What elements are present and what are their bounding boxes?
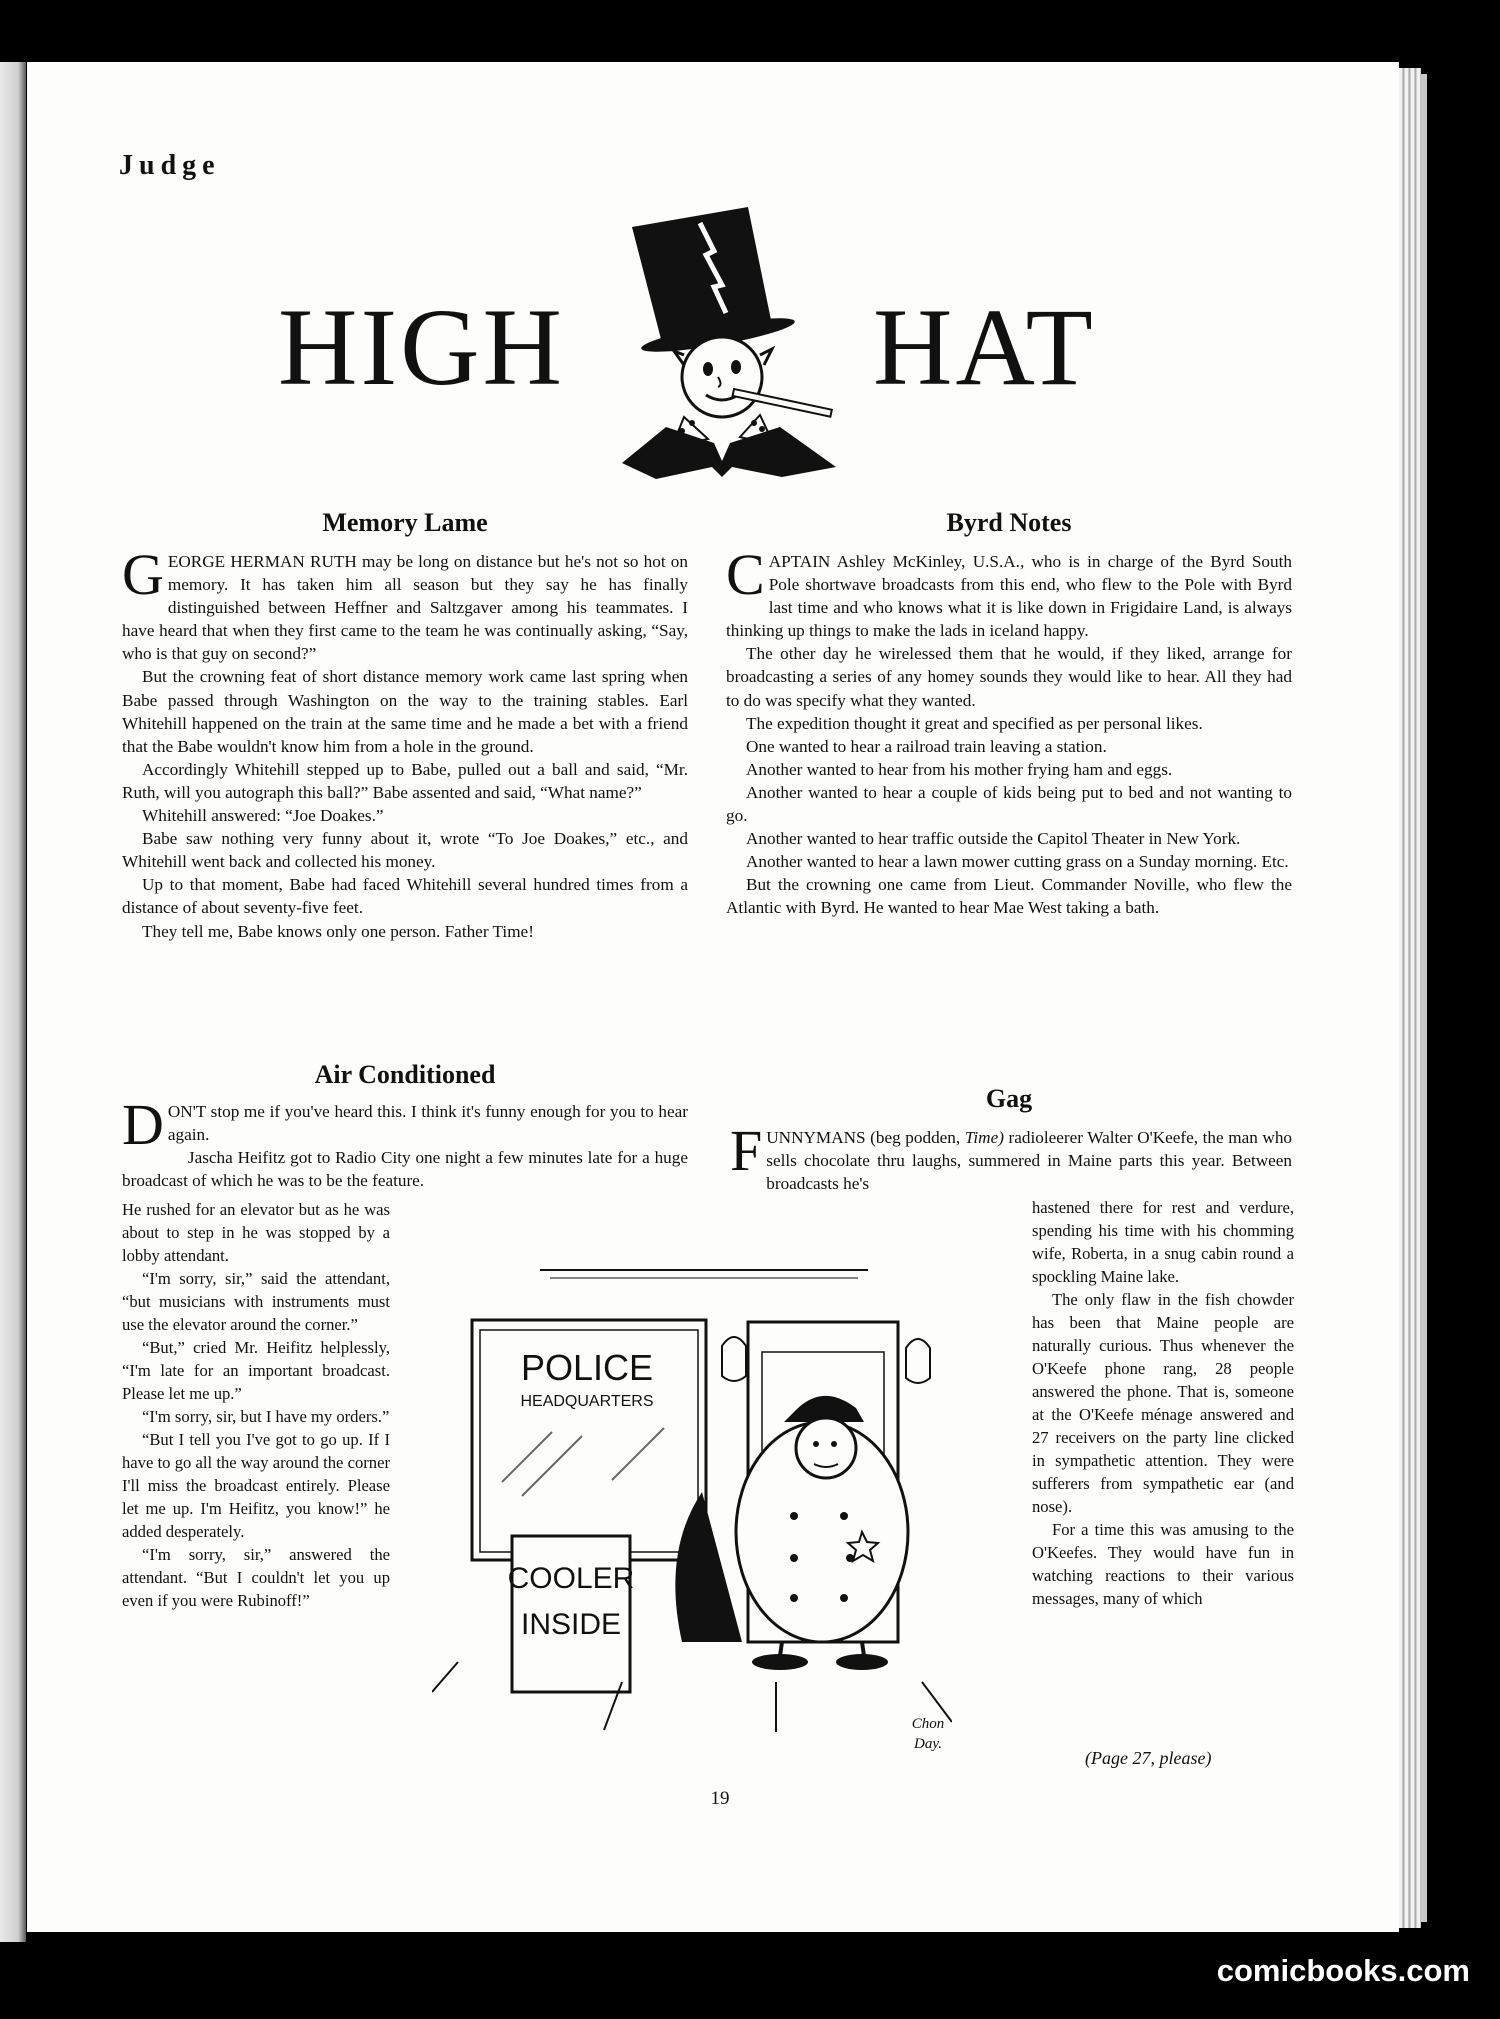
air-paragraph: “But I tell you I've got to go up. If I have to go all the way around the corner I'll miss the broadcast entirely. Please let me up. I'm Heifitz, you know!” he added desperately. <box>122 1430 390 1541</box>
masthead-word-hat: HAT <box>873 286 1096 408</box>
byrd-paragraph: But the crowning one came from Lieut. Commander Noville, who flew the Atlantic with Byrd. He wanted to hear Mae West taking a bath. <box>726 875 1292 918</box>
air-paragraph: “But,” cried Mr. Heifitz helplessly, “I'm late for an important broadcast. Please let me up.” <box>122 1338 390 1403</box>
gag-paragraph: hastened there for rest and verdure, spending his time with his chomming wife, Roberta, in a snug cabin round a spockling Maine lake. <box>1032 1198 1294 1286</box>
heading-gag: Gag <box>985 1084 1033 1113</box>
page-stack-edge <box>1399 68 1421 1928</box>
byrd-paragraph: Another wanted to hear a lawn mower cutting grass on a Sunday morning. Etc. <box>746 852 1289 872</box>
gag-paragraph: The only flaw in the fish chowder has been that Maine people are naturally curious. Thus whenever the O'Keefe phone rang, 28 people answered the phone. That is, someone at the O'Keefe ménage answered and 27 receivers on the party line clicked in sympathetic attention. They were sufferers from sympathetic ear (and nose). <box>1032 1290 1294 1516</box>
article-air-conditioned-column <box>122 1198 390 1612</box>
air-paragraph: He rushed for an elevator but as he was about to step in he was stopped by a lobby attendant. <box>122 1200 390 1265</box>
sign-headquarters-text: HEADQUARTERS <box>520 1393 654 1410</box>
air-paragraph: ON'T stop me if you've heard this. I think it's funny enough for you to hear again. <box>167 1102 688 1145</box>
site-watermark: comicbooks.com <box>1216 1953 1470 1988</box>
byrd-paragraph: The expedition thought it great and specified as per personal likes. <box>746 713 1203 733</box>
sign-inside-text: INSIDE <box>520 1608 622 1641</box>
drop-cap-d: D <box>122 1092 164 1157</box>
page-number: 19 <box>710 1788 730 1809</box>
article-gag-column <box>1032 1196 1294 1610</box>
gag-paragraph: UNNYMANS (beg podden, <box>766 1128 965 1147</box>
memory-paragraph: Accordingly Whitehill stepped up to Babe, pulled out a ball and said, “Mr. Ruth, will you autograph this ball?” Babe assented and said, “What name?” <box>122 759 688 802</box>
memory-paragraph: EORGE HERMAN RUTH may be long on distance but he's not so hot on memory. It has taken him all season but they say he has finally distinguished between Heffner and Saltzgaver among his teammates. I have heard that when they first came to the team he was continually asking, “Say, who is that guy on second?” <box>122 552 688 664</box>
memory-paragraph: But the crowning feat of short distance memory work came last spring when Babe passed through Washington on the way to the training stables. Earl Whitehill happened on the train at the same time and he made a bet with a friend that the Babe wouldn't know him from a hole in the ground. <box>122 667 688 756</box>
drop-cap-c: C <box>726 542 765 607</box>
memory-paragraph: Up to that moment, Babe had faced Whitehill several hundred times from a distance of about seventy-five feet. <box>122 875 688 918</box>
previous-page-edge <box>0 62 26 1942</box>
police-headquarters-cartoon <box>432 1262 952 1772</box>
memory-paragraph: Whitehill answered: “Joe Doakes.” <box>142 806 384 826</box>
top-hat-mascot-illustration <box>622 205 858 480</box>
heading-memory-lame: Memory Lame <box>322 508 488 537</box>
byrd-paragraph: APTAIN Ashley McKinley, U.S.A., who is in charge of the Byrd South Pole shortwave broadcasts from this end, who flew to the Pole with Byrd last time and who knows what it is like down in Frigidaire Land, is always thinking up things to make the lads in iceland happy. <box>726 552 1292 641</box>
page-stack-shadow <box>1421 74 1427 1922</box>
continued-note: (Page 27, please) <box>1085 1748 1212 1768</box>
article-air-conditioned-intro <box>122 1092 688 1192</box>
heading-air-conditioned: Air Conditioned <box>314 1060 496 1089</box>
air-paragraph: Jascha Heifitz got to Radio City one night a few minutes late for a huge broadcast of which he was to be the feature. <box>122 1148 688 1191</box>
air-paragraph: “I'm sorry, sir, but I have my orders.” <box>142 1407 390 1426</box>
memory-paragraph: Babe saw nothing very funny about it, wrote “To Joe Doakes,” etc., and Whitehill went back and collected his money. <box>122 829 688 872</box>
running-head: Judge <box>119 150 221 181</box>
byrd-paragraph: One wanted to hear a railroad train leaving a station. <box>746 736 1107 756</box>
artist-signature-line-1: Chon <box>911 1716 945 1732</box>
gag-paragraph: For a time this was amusing to the O'Keefes. They would have fun in watching reactions to their various messages, many of which <box>1032 1520 1294 1608</box>
byrd-paragraph: Another wanted to hear a couple of kids being put to bed and not wanting to go. <box>726 782 1292 826</box>
sign-police-text: POLICE <box>520 1347 654 1388</box>
byrd-paragraph: Another wanted to hear traffic outside the Capitol Theater in New York. <box>746 829 1241 849</box>
memory-paragraph: They tell me, Babe knows only one person. Father Time! <box>142 921 534 941</box>
masthead-word-high: HIGH <box>278 286 565 408</box>
byrd-paragraph: Another wanted to hear from his mother frying ham and eggs. <box>746 759 1173 779</box>
gag-paragraph: radioleerer Walter O'Keefe, the man who sells chocolate thru laughs, summered in Maine parts this year. Between broadcasts he's <box>766 1128 1292 1194</box>
drop-cap-g: G <box>122 542 164 607</box>
air-paragraph: “I'm sorry, sir,” said the attendant, “but musicians with instruments must use the elevator around the corner.” <box>122 1269 390 1334</box>
article-gag-intro <box>730 1118 1292 1195</box>
drop-cap-f: F <box>730 1118 763 1183</box>
artist-signature-line-2: Day. <box>914 1736 942 1752</box>
byrd-paragraph: The other day he wirelessed them that he would, if they liked, arrange for broadcasting a series of any homey sounds they would like to hear. All they had to do was specify what they wanted. <box>726 644 1292 710</box>
article-memory-lame <box>122 542 688 943</box>
air-paragraph: “I'm sorry, sir,” answered the attendant. “But I couldn't let you up even if you were Rubinoff!” <box>122 1545 390 1610</box>
gag-paragraph-italic: Time) <box>964 1128 1004 1147</box>
heading-byrd-notes: Byrd Notes <box>946 508 1072 537</box>
sign-cooler-text: COOLER <box>507 1562 635 1595</box>
article-byrd-notes <box>726 542 1292 920</box>
